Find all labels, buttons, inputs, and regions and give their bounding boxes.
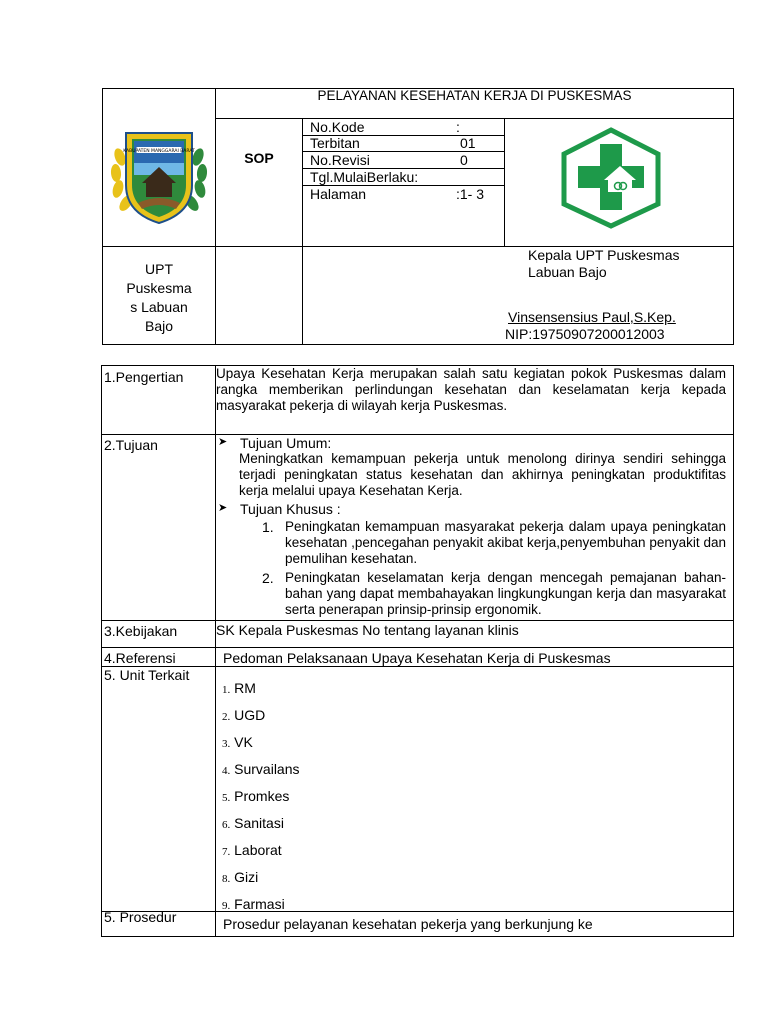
divider xyxy=(101,434,734,435)
section-label-kebijakan: 3.Kebijakan xyxy=(104,623,178,639)
sop-label: SOP xyxy=(244,150,274,166)
section-label-pengertian: 1.Pengertian xyxy=(104,369,184,385)
meta-label-tgl: Tgl.MulaiBerlaku: xyxy=(310,169,419,185)
list-number: 5. xyxy=(222,792,231,804)
meta-value-halaman: :1- 3 xyxy=(456,186,485,202)
list-item xyxy=(222,707,300,734)
emblem-text: KABUPATEN MANGGARAI BARAT xyxy=(123,149,195,154)
org-name-line: Bajo xyxy=(144,318,174,334)
list-number: 8. xyxy=(222,873,231,885)
section-label-prosedur: 5. Prosedur xyxy=(104,909,177,925)
unit-name: Laborat xyxy=(234,842,282,858)
meta-label-terbitan: Terbitan xyxy=(310,135,360,151)
unit-name: VK xyxy=(234,734,253,750)
list-item xyxy=(222,680,300,707)
prosedur-text: Prosedur pelayanan kesehatan pekerja yang berkunjung ke xyxy=(223,916,593,932)
kebijakan-text: SK Kepala Puskesmas No tentang layanan klinis xyxy=(216,622,519,638)
head-title-line: Labuan Bajo xyxy=(528,264,607,280)
list-number: 1. xyxy=(262,519,274,535)
divider xyxy=(101,911,734,912)
list-item xyxy=(222,842,300,869)
list-number: 2. xyxy=(222,711,231,723)
divider xyxy=(504,118,505,246)
divider xyxy=(101,620,734,621)
arrow-bullet-icon: ➤ xyxy=(218,436,228,448)
list-number: 9. xyxy=(222,900,231,912)
unit-name: Gizi xyxy=(234,869,259,885)
org-name-line: UPT xyxy=(145,261,173,277)
meta-label-halaman: Halaman xyxy=(310,186,367,202)
list-item xyxy=(222,815,300,842)
list-item xyxy=(222,788,300,815)
unit-list xyxy=(222,680,300,916)
meta-value-terbitan: 01 xyxy=(460,135,476,151)
list-number: 7. xyxy=(222,846,231,858)
section-label-referensi: 4.Referensi xyxy=(104,650,176,666)
unit-name: UGD xyxy=(234,707,266,723)
referensi-text: Pedoman Pelaksanaan Upaya Kesehatan Kerja di Puskesmas xyxy=(223,650,611,666)
list-number: 3. xyxy=(222,738,231,750)
unit-name: Promkes xyxy=(234,788,290,804)
section-label-tujuan: 2.Tujuan xyxy=(104,437,158,453)
section-label-unit-terkait: 5. Unit Terkait xyxy=(104,667,190,683)
unit-name: Sanitasi xyxy=(234,815,284,831)
list-item xyxy=(222,896,300,916)
list-number: 2. xyxy=(262,570,274,586)
head-name: Vinsensensius Paul,S.Kep. xyxy=(508,309,676,325)
divider xyxy=(302,118,303,345)
tujuan-umum-title: Tujuan Umum: xyxy=(240,435,332,451)
head-title xyxy=(528,247,679,281)
divider xyxy=(101,647,734,648)
district-emblem-logo xyxy=(106,123,212,227)
meta-value-kode: : xyxy=(456,119,460,135)
org-name-line: s Labuan xyxy=(130,299,188,315)
tujuan-khusus-title: Tujuan Khusus : xyxy=(240,501,341,517)
org-name-line: Puskesma xyxy=(126,280,192,296)
divider xyxy=(101,666,734,667)
tujuan-khusus-item: Peningkatan kemampuan masyarakat pekerja dalam upaya peningkatan kesehatan ,pencegahan penyakit akibat kerja,penyembuhan penyakit dan pemulihan kesehatan. xyxy=(285,519,726,566)
list-number: 4. xyxy=(222,765,231,777)
pengertian-text: Upaya Kesehatan Kerja merupakan salah satu kegiatan pokok Puskesmas dalam rangka memberikan perlindungan kesehatan dan keselamatan kerja kepada masyarakat pekerja di wilayah kerja Puskesmas. xyxy=(216,366,726,413)
puskesmas-cross-logo xyxy=(560,126,662,230)
tujuan-umum-text: Meningkatkan kemampuan pekerja untuk menolong dirinya sendiri sehingga terjadi peningkatan status kesehatan dan akhirnya peningkatan produktifitas kerja melalui upaya Kesehatan Kerja. xyxy=(239,451,726,498)
head-title-line: Kepala UPT Puskesmas xyxy=(528,247,680,263)
unit-name: Farmasi xyxy=(234,896,285,912)
unit-name: Survailans xyxy=(234,761,300,777)
tujuan-khusus-item: Peningkatan keselamatan kerja dengan mencegah pemajanan bahan-bahan yang dapat membahayakan lingkungkungan kerja dan masyarakat serta penerapan prinsip-prinsip ergonomik. xyxy=(285,570,726,617)
list-number: 6. xyxy=(222,819,231,831)
arrow-bullet-icon: ➤ xyxy=(218,502,228,514)
meta-label-revisi: No.Revisi xyxy=(310,152,370,168)
meta-value-revisi: 0 xyxy=(460,152,468,168)
head-nip: NIP:19750907200012003 xyxy=(505,326,665,342)
list-item xyxy=(222,869,300,896)
page-title: PELAYANAN KESEHATAN KERJA DI PUSKESMAS xyxy=(317,88,632,103)
list-item xyxy=(222,761,300,788)
list-item xyxy=(222,734,300,761)
org-name xyxy=(103,260,215,336)
meta-label-kode: No.Kode xyxy=(310,119,365,135)
unit-name: RM xyxy=(234,680,256,696)
divider xyxy=(215,118,734,119)
divider xyxy=(215,88,216,345)
list-number: 1. xyxy=(222,684,231,696)
divider xyxy=(215,365,216,937)
